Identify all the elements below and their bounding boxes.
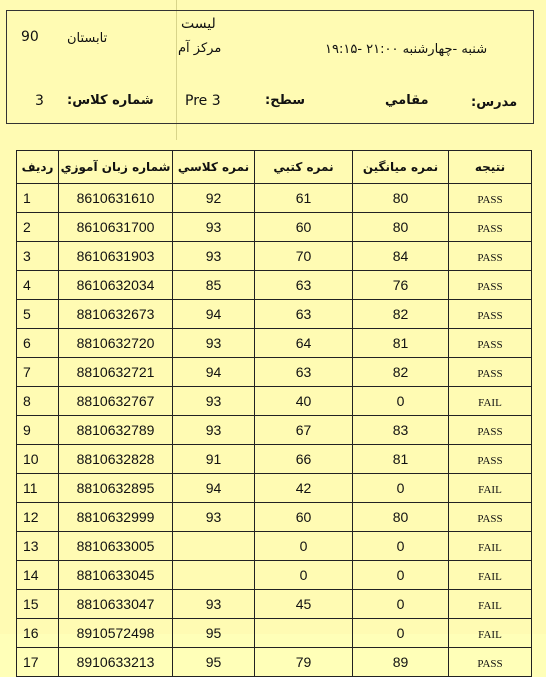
col-header-written-score: نمره كتبي	[255, 151, 353, 184]
average-score-cell: 82	[353, 300, 449, 329]
result-cell: PASS	[449, 358, 532, 387]
average-score-cell: 81	[353, 445, 449, 474]
student-id-cell: 8810632895	[59, 474, 173, 503]
table-row	[17, 445, 532, 474]
average-score-cell: 80	[353, 184, 449, 213]
term: تابستان	[67, 31, 108, 46]
class-score-cell: 85	[173, 271, 255, 300]
class-score-cell: 93	[173, 416, 255, 445]
row-number-cell: 9	[17, 416, 59, 445]
grades-table	[16, 150, 532, 677]
class-score-cell: 95	[173, 648, 255, 677]
written-score-cell: 0	[255, 532, 353, 561]
class-number-label: شماره کلاس:	[67, 93, 154, 108]
list-label: لیست	[181, 16, 216, 32]
result-cell: FAIL	[449, 532, 532, 561]
table-row	[17, 358, 532, 387]
average-score-cell: 84	[353, 242, 449, 271]
average-score-cell: 0	[353, 474, 449, 503]
student-id-cell: 8610631700	[59, 213, 173, 242]
student-id-cell: 8810633045	[59, 561, 173, 590]
written-score-cell: 63	[255, 358, 353, 387]
row-number-cell: 17	[17, 648, 59, 677]
result-cell: PASS	[449, 445, 532, 474]
level-value: Pre 3	[185, 93, 221, 109]
class-info-header	[6, 10, 534, 124]
average-score-cell: 82	[353, 358, 449, 387]
col-header-row-number: ردیف	[17, 151, 59, 184]
written-score-cell: 0	[255, 561, 353, 590]
col-header-result: نتيجه	[449, 151, 532, 184]
written-score-cell: 42	[255, 474, 353, 503]
result-cell: FAIL	[449, 619, 532, 648]
result-cell: PASS	[449, 213, 532, 242]
class-score-cell: 94	[173, 358, 255, 387]
class-score-cell: 95	[173, 619, 255, 648]
table-row	[17, 329, 532, 358]
student-id-cell: 8910633213	[59, 648, 173, 677]
written-score-cell: 67	[255, 416, 353, 445]
class-score-cell: 94	[173, 300, 255, 329]
class-score-cell: 91	[173, 445, 255, 474]
student-id-cell: 8810633047	[59, 590, 173, 619]
student-id-cell: 8910572498	[59, 619, 173, 648]
written-score-cell: 70	[255, 242, 353, 271]
written-score-cell: 60	[255, 503, 353, 532]
row-number-cell: 2	[17, 213, 59, 242]
result-cell: PASS	[449, 329, 532, 358]
result-cell: FAIL	[449, 387, 532, 416]
written-score-cell: 60	[255, 213, 353, 242]
average-score-cell: 83	[353, 416, 449, 445]
average-score-cell: 81	[353, 329, 449, 358]
row-number-cell: 4	[17, 271, 59, 300]
class-count: 90	[21, 29, 39, 45]
average-score-cell: 76	[353, 271, 449, 300]
row-number-cell: 8	[17, 387, 59, 416]
average-score-cell: 0	[353, 561, 449, 590]
written-score-cell: 45	[255, 590, 353, 619]
col-header-student-id: شماره زبان آموزي	[59, 151, 173, 184]
row-number-cell: 15	[17, 590, 59, 619]
table-header-row	[17, 151, 532, 184]
teacher-name: مقامي	[385, 93, 429, 108]
table-row	[17, 213, 532, 242]
row-number-cell: 1	[17, 184, 59, 213]
average-score-cell: 0	[353, 387, 449, 416]
table-row	[17, 503, 532, 532]
average-score-cell: 80	[353, 503, 449, 532]
table-row	[17, 271, 532, 300]
written-score-cell: 63	[255, 300, 353, 329]
class-score-cell: 94	[173, 474, 255, 503]
student-id-cell: 8810632721	[59, 358, 173, 387]
written-score-cell: 64	[255, 329, 353, 358]
student-id-cell: 8810632828	[59, 445, 173, 474]
average-score-cell: 80	[353, 213, 449, 242]
average-score-cell: 0	[353, 590, 449, 619]
row-number-cell: 16	[17, 619, 59, 648]
class-score-cell: 93	[173, 242, 255, 271]
result-cell: PASS	[449, 503, 532, 532]
student-id-cell: 8610632034	[59, 271, 173, 300]
row-number-cell: 11	[17, 474, 59, 503]
student-id-cell: 8810632673	[59, 300, 173, 329]
table-row	[17, 416, 532, 445]
table-row	[17, 561, 532, 590]
row-number-cell: 6	[17, 329, 59, 358]
written-score-cell: 63	[255, 271, 353, 300]
student-id-cell: 8810632767	[59, 387, 173, 416]
written-score-cell	[255, 619, 353, 648]
table-row	[17, 474, 532, 503]
class-score-cell: 93	[173, 503, 255, 532]
table-row	[17, 590, 532, 619]
result-cell: FAIL	[449, 561, 532, 590]
result-cell: PASS	[449, 271, 532, 300]
class-score-cell: 93	[173, 329, 255, 358]
class-score-cell	[173, 561, 255, 590]
center-label: مرکز آم	[178, 41, 222, 56]
student-id-cell: 8810633005	[59, 532, 173, 561]
result-cell: PASS	[449, 648, 532, 677]
row-number-cell: 13	[17, 532, 59, 561]
schedule: شنبه -چهارشنبه ۲۱:۰۰ -۱۹:۱۵	[325, 42, 488, 57]
student-id-cell: 8610631610	[59, 184, 173, 213]
class-score-cell: 92	[173, 184, 255, 213]
level-label: سطح:	[265, 93, 306, 108]
row-number-cell: 7	[17, 358, 59, 387]
row-number-cell: 3	[17, 242, 59, 271]
result-cell: FAIL	[449, 474, 532, 503]
result-cell: PASS	[449, 242, 532, 271]
written-score-cell: 79	[255, 648, 353, 677]
table-row	[17, 387, 532, 416]
table-row	[17, 532, 532, 561]
result-cell: PASS	[449, 300, 532, 329]
row-number-cell: 10	[17, 445, 59, 474]
table-row	[17, 648, 532, 677]
student-id-cell: 8810632789	[59, 416, 173, 445]
result-cell: PASS	[449, 184, 532, 213]
student-id-cell: 8810632720	[59, 329, 173, 358]
student-id-cell: 8610631903	[59, 242, 173, 271]
col-header-average-score: نمره ميانگين	[353, 151, 449, 184]
class-score-cell: 93	[173, 387, 255, 416]
class-score-cell	[173, 532, 255, 561]
row-number-cell: 12	[17, 503, 59, 532]
class-score-cell: 93	[173, 213, 255, 242]
class-score-cell: 93	[173, 590, 255, 619]
written-score-cell: 40	[255, 387, 353, 416]
written-score-cell: 66	[255, 445, 353, 474]
average-score-cell: 89	[353, 648, 449, 677]
table-row	[17, 300, 532, 329]
student-id-cell: 8810632999	[59, 503, 173, 532]
table-row	[17, 242, 532, 271]
table-row	[17, 184, 532, 213]
row-number-cell: 5	[17, 300, 59, 329]
teacher-label: مدرس:	[471, 95, 518, 110]
col-header-class-score: نمره كلاسي	[173, 151, 255, 184]
result-cell: FAIL	[449, 590, 532, 619]
class-number: 3	[35, 93, 44, 109]
written-score-cell: 61	[255, 184, 353, 213]
table-row	[17, 619, 532, 648]
average-score-cell: 0	[353, 619, 449, 648]
result-cell: PASS	[449, 416, 532, 445]
average-score-cell: 0	[353, 532, 449, 561]
row-number-cell: 14	[17, 561, 59, 590]
